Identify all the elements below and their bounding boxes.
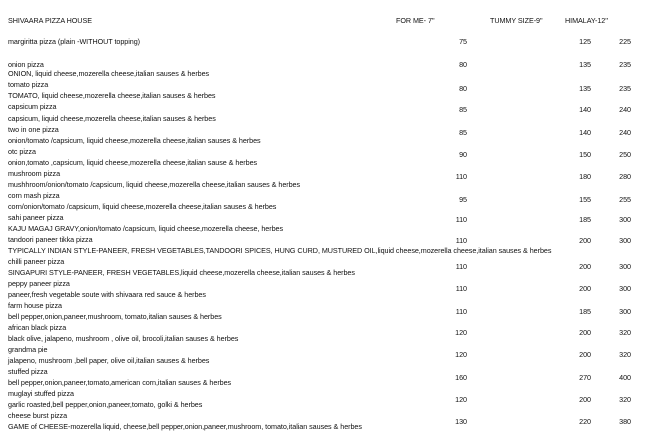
- price-12inch: 235: [619, 84, 631, 93]
- menu-item-name: margiritta pizza (plain -WITHOUT topping): [8, 37, 141, 46]
- menu-item-description: paneer,fresh vegetable soute with shivaara red sauce & herbes: [8, 290, 206, 299]
- price-9inch: 185: [579, 307, 591, 316]
- price-7inch: 80: [459, 60, 467, 69]
- price-12inch: 225: [619, 37, 631, 46]
- price-7inch: 120: [455, 328, 467, 337]
- menu-item-name: tomato pizza: [8, 80, 49, 89]
- col-header-12inch: HIMALAY-12'': [565, 16, 608, 25]
- price-9inch: 200: [579, 284, 591, 293]
- price-9inch: 200: [579, 395, 591, 404]
- price-12inch: 300: [619, 284, 631, 293]
- price-12inch: 255: [619, 195, 631, 204]
- menu-item-name: grandma pie: [8, 345, 48, 354]
- menu-item-description: onion,tomato ,capsicum, liquid cheese,mozerella cheese,italian sause & herbes: [8, 158, 258, 167]
- menu-item-description: TYPICALLY INDIAN STYLE-PANEER, FRESH VEGETABLES,TANDOORI SPICES, HUNG CURD, MUSTURED OIL,liquid cheese,mozerella cheese,italian sauses & herbes: [8, 246, 552, 255]
- menu-item-name: capsicum pizza: [8, 102, 57, 111]
- menu-item-name: tandoori paneer tikka pizza: [8, 235, 93, 244]
- menu-item-name: stuffed pizza: [8, 367, 48, 376]
- menu-item-name: peppy paneer pizza: [8, 279, 70, 288]
- price-9inch: 200: [579, 236, 591, 245]
- menu-item-description: jalapeno, mushroom ,bell paper, olive oil,italian sauses & herbes: [8, 356, 210, 365]
- menu-item-description: SINGAPURI STYLE-PANEER, FRESH VEGETABLES,liquid cheese,mozerella cheese,italian sauses & herbes: [8, 268, 355, 277]
- price-12inch: 280: [619, 172, 631, 181]
- col-header-7inch: FOR ME- 7'': [396, 16, 435, 25]
- price-7inch: 120: [455, 350, 467, 359]
- price-9inch: 135: [579, 84, 591, 93]
- col-header-9inch: TUMMY SIZE-9'': [490, 16, 543, 25]
- price-9inch: 220: [579, 417, 591, 426]
- price-7inch: 80: [459, 84, 467, 93]
- price-12inch: 400: [619, 373, 631, 382]
- price-12inch: 320: [619, 395, 631, 404]
- price-9inch: 200: [579, 350, 591, 359]
- price-7inch: 120: [455, 395, 467, 404]
- menu-item-description: onion/tomato /capsicum, liquid cheese,mozerella cheese,italian sauses & herbes: [8, 136, 261, 145]
- menu-item-description: capsicum, liquid cheese,mozerella cheese,italian sauses & herbes: [8, 114, 216, 123]
- price-7inch: 95: [459, 195, 467, 204]
- price-7inch: 85: [459, 128, 467, 137]
- menu-item-name: otc pizza: [8, 147, 36, 156]
- menu-item-description: GAME of CHEESE-mozerella liquid, cheese,bell pepper,onion,paneer,mushroom, tomato,italian sauses & herbes: [8, 422, 362, 431]
- price-7inch: 110: [455, 236, 467, 245]
- price-12inch: 380: [619, 417, 631, 426]
- price-7inch: 75: [459, 37, 467, 46]
- menu-item-description: TOMATO, liquid cheese,mozerella cheese,italian sauses & herbes: [8, 91, 216, 100]
- menu-item-name: sahi paneer pizza: [8, 213, 64, 222]
- price-9inch: 140: [579, 105, 591, 114]
- price-9inch: 150: [579, 150, 591, 159]
- price-12inch: 300: [619, 215, 631, 224]
- price-9inch: 200: [579, 262, 591, 271]
- price-12inch: 300: [619, 307, 631, 316]
- price-7inch: 110: [455, 215, 467, 224]
- price-12inch: 235: [619, 60, 631, 69]
- menu-item-name: mushroom pizza: [8, 169, 61, 178]
- menu-item-description: bell pepper,onion,paneer,tomato,american corn,italian sauses & herbes: [8, 378, 232, 387]
- price-12inch: 320: [619, 328, 631, 337]
- price-7inch: 110: [455, 284, 467, 293]
- price-9inch: 140: [579, 128, 591, 137]
- price-9inch: 200: [579, 328, 591, 337]
- price-9inch: 155: [579, 195, 591, 204]
- price-9inch: 270: [579, 373, 591, 382]
- price-12inch: 300: [619, 236, 631, 245]
- price-9inch: 185: [579, 215, 591, 224]
- price-12inch: 300: [619, 262, 631, 271]
- menu-item-name: farm house pizza: [8, 301, 62, 310]
- price-12inch: 240: [619, 128, 631, 137]
- menu-title: SHIVAARA PIZZA HOUSE: [8, 16, 92, 25]
- menu-item-description: bell pepper,onion,paneer,mushroom, tomato,italian sauses & herbes: [8, 312, 222, 321]
- price-12inch: 320: [619, 350, 631, 359]
- menu-item-name: cheese burst pizza: [8, 411, 68, 420]
- price-12inch: 240: [619, 105, 631, 114]
- menu-item-name: african black pizza: [8, 323, 67, 332]
- menu-item-name: muglayi stuffed pizza: [8, 389, 74, 398]
- price-7inch: 90: [459, 150, 467, 159]
- menu-item-name: two in one pizza: [8, 125, 59, 134]
- price-7inch: 110: [455, 307, 467, 316]
- price-9inch: 125: [579, 37, 591, 46]
- price-7inch: 110: [455, 262, 467, 271]
- price-7inch: 130: [455, 417, 467, 426]
- menu-item-description: mushhroom/onion/tomato /capsicum, liquid cheese,mozerella cheese,italian sauses & herbes: [8, 180, 301, 189]
- price-12inch: 250: [619, 150, 631, 159]
- menu-item-name: onion pizza: [8, 60, 44, 69]
- price-7inch: 160: [455, 373, 467, 382]
- price-9inch: 180: [579, 172, 591, 181]
- price-9inch: 135: [579, 60, 591, 69]
- menu-item-description: ONION, liquid cheese,mozerella cheese,italian sauses & herbes: [8, 69, 210, 78]
- price-7inch: 110: [455, 172, 467, 181]
- price-7inch: 85: [459, 105, 467, 114]
- menu-item-name: chilli paneer pizza: [8, 257, 65, 266]
- menu-item-description: garlic roasted,bell pepper,onion,paneer,tomato, golki & herbes: [8, 400, 203, 409]
- menu-item-description: KAJU MAGAJ GRAVY,onion/tomato /capsicum, liquid cheese,mozerella cheese, herbes: [8, 224, 284, 233]
- menu-item-description: corn/onion/tomato /capsicum, liquid cheese,mozerella cheese,italian sauses & herbes: [8, 202, 277, 211]
- menu-item-name: corn mash pizza: [8, 191, 60, 200]
- menu-item-description: black olive, jalapeno, mushroom , olive oil, brocoli,italian sauses & herbes: [8, 334, 239, 343]
